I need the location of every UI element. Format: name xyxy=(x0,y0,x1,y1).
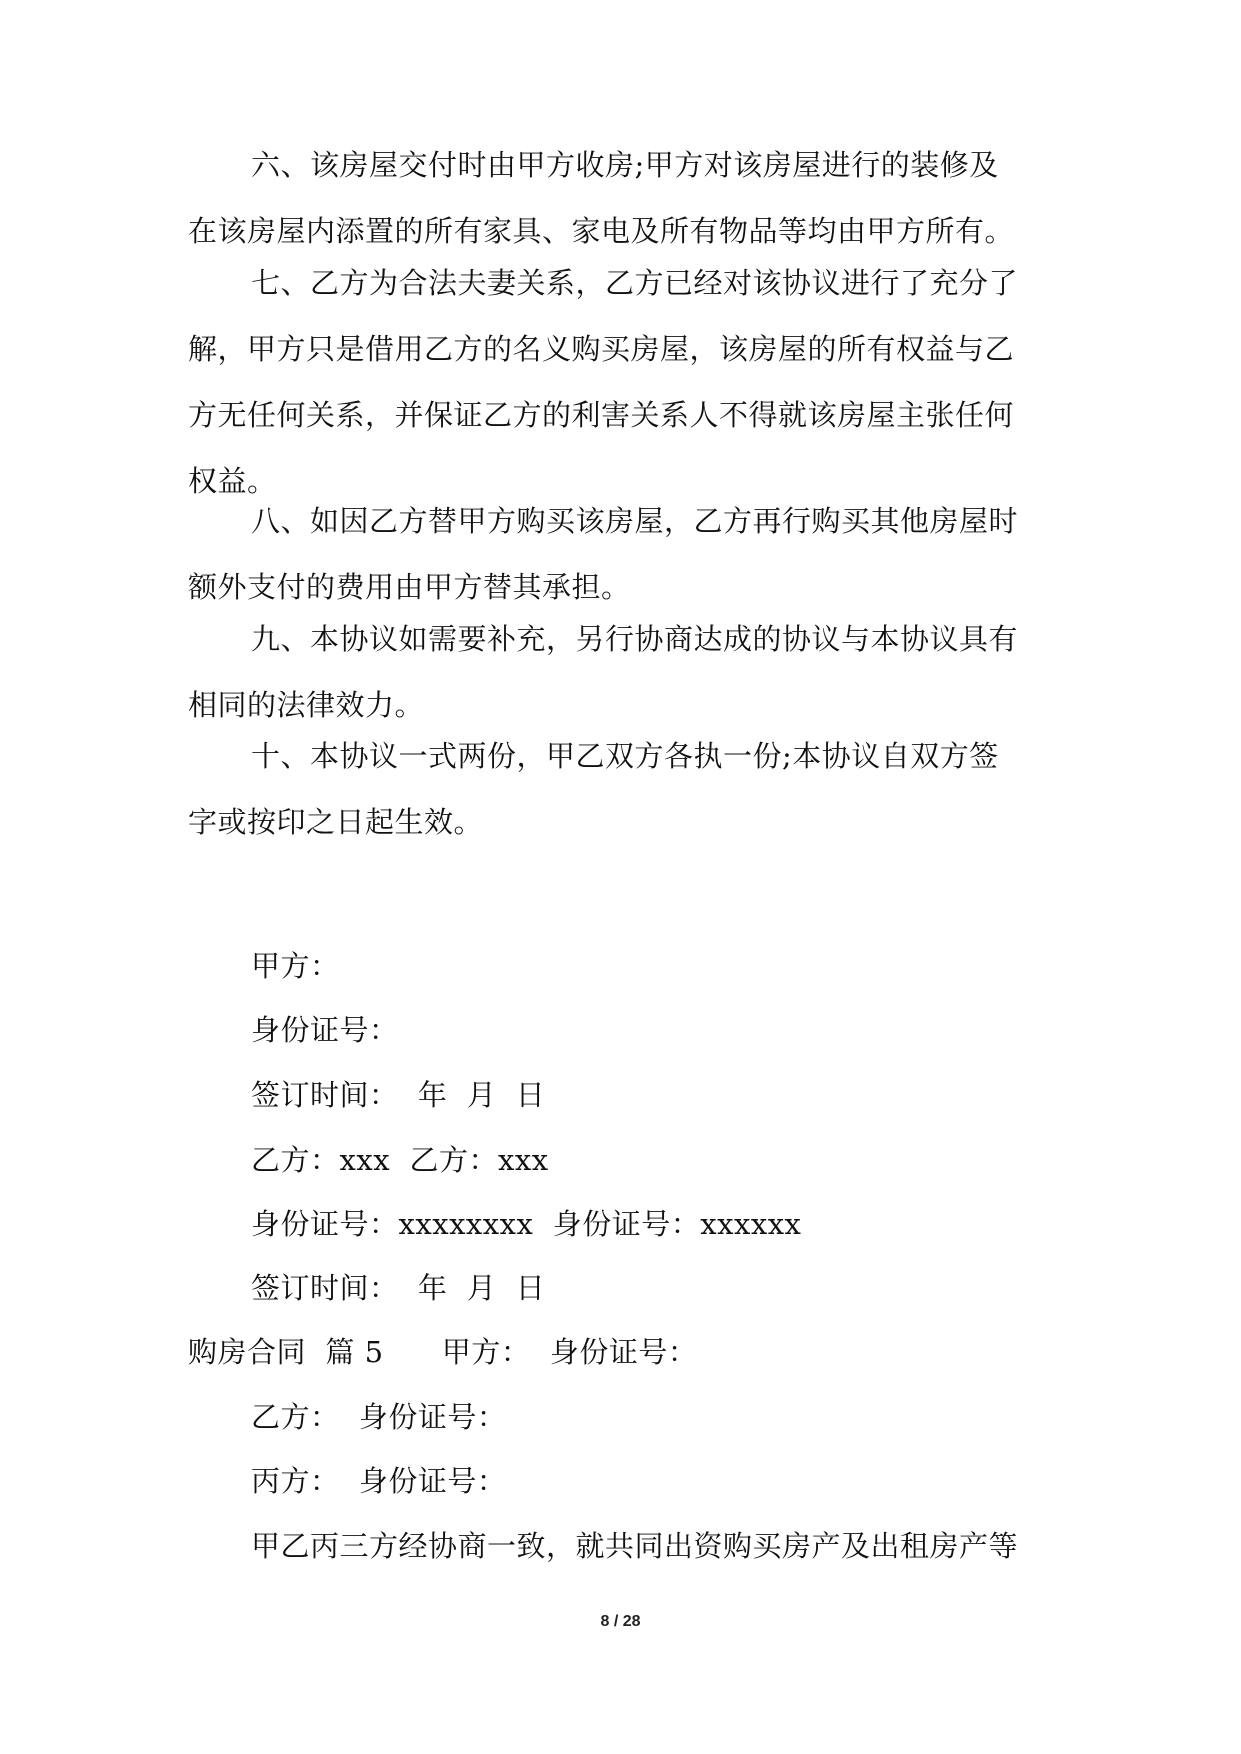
clause-6 xyxy=(188,132,1058,264)
party-b-signing-date: 签订时间： 年 月 日 xyxy=(251,1271,546,1305)
clause-10-line-1: 十、本协议一式两份，甲乙双方各执一份;本协议自双方签 xyxy=(251,739,999,773)
contract-5-intro: 甲乙丙三方经协商一致，就共同出资购买房产及出租房产等 xyxy=(251,1529,1019,1563)
clause-8-line-1: 八、如因乙方替甲方购买该房屋，乙方再行购买其他房屋时 xyxy=(251,504,1019,538)
clause-7 xyxy=(188,250,1058,514)
contract-5-party-c: 丙方： 身份证号： xyxy=(251,1464,507,1498)
clause-7-line-3: 方无任何关系，并保证乙方的利害关系人不得就该房屋主张任何 xyxy=(188,398,1015,432)
clause-8 xyxy=(188,488,1058,620)
party-b-id-numbers: 身份证号：xxxxxxxx 身份证号：xxxxxx xyxy=(251,1207,802,1241)
page-number: 8 / 28 xyxy=(600,1613,641,1630)
party-b-names: 乙方：xxx 乙方：xxx xyxy=(251,1143,549,1177)
contract-5-party-b: 乙方： 身份证号： xyxy=(251,1400,507,1434)
clause-10 xyxy=(188,723,1058,855)
clause-8-line-2: 额外支付的费用由甲方替其承担。 xyxy=(188,570,631,604)
clause-10-line-2: 字或按印之日起生效。 xyxy=(188,805,484,839)
clause-9 xyxy=(188,606,1058,738)
clause-6-line-1: 六、该房屋交付时由甲方收房;甲方对该房屋进行的装修及 xyxy=(251,148,999,182)
clause-7-line-2: 解，甲方只是借用乙方的名义购买房屋，该房屋的所有权益与乙 xyxy=(188,332,1015,366)
contract-5-heading: 购房合同 篇 5 甲方： 身份证号： xyxy=(188,1335,698,1369)
party-a-signing-date: 签订时间： 年 月 日 xyxy=(251,1078,546,1112)
clause-7-line-1: 七、乙方为合法夫妻关系，乙方已经对该协议进行了充分了 xyxy=(251,266,1019,300)
clause-6-line-2: 在该房屋内添置的所有家具、家电及所有物品等均由甲方所有。 xyxy=(188,214,1015,248)
party-a-id-label: 身份证号： xyxy=(251,1013,399,1047)
clause-9-line-2: 相同的法律效力。 xyxy=(188,688,425,722)
party-a-label: 甲方： xyxy=(251,949,340,983)
clause-7-line-4: 权益。 xyxy=(188,464,277,498)
clause-9-line-1: 九、本协议如需要补充，另行协商达成的协议与本协议具有 xyxy=(251,622,1019,656)
